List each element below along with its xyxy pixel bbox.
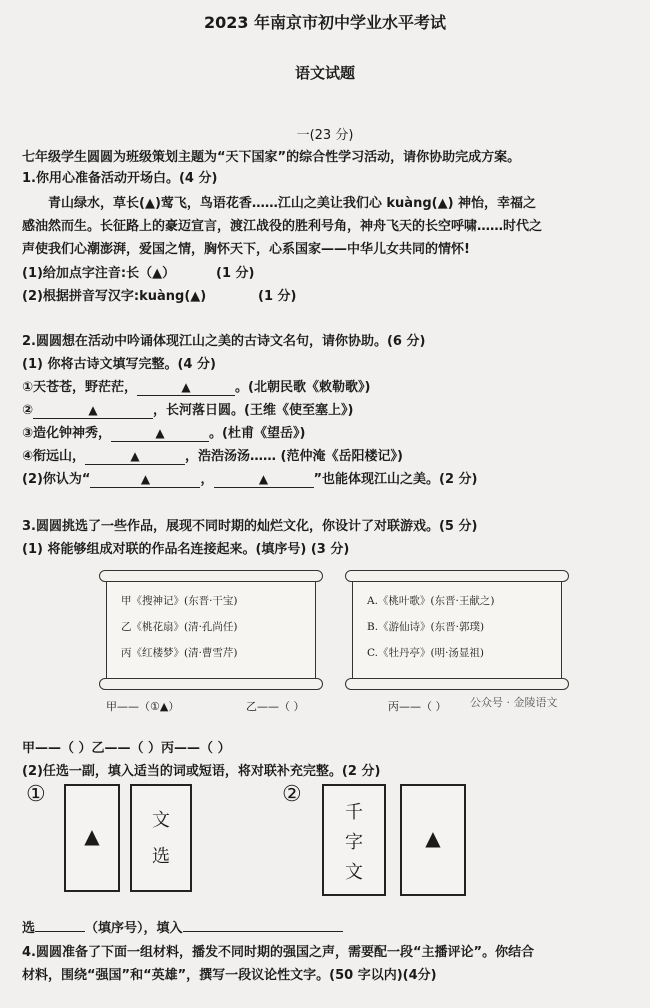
exam-title: 2023 年南京市初中学业水平考试 (203, 13, 447, 32)
q3-select-line (22, 917, 343, 936)
q2-line-1 (22, 376, 370, 396)
q2-line-2-before: ② (22, 403, 34, 418)
q1-sub2-score: (1 分) (258, 289, 297, 304)
pair2-right-box[interactable] (400, 784, 466, 896)
pair2-label: ② (282, 782, 302, 807)
q4-line-2: 材料，围绕“强国”和“英雄”，撰写一段议论性文字。(50 字以内)(4分) (22, 968, 437, 983)
q2-sub2-comma: ， (200, 472, 214, 487)
left-scroll-item: 乙《桃花扇》(清·孔尚任) (121, 621, 238, 633)
q2-blank-3[interactable]: ▲ (111, 426, 209, 442)
q1-passage-line: 青山绿水，草长(▲)莺飞，鸟语花香……江山之美让我们心 kuàng(▲) 神怡，幸福之 (48, 196, 537, 211)
pair1-left-blank: ▲ (84, 824, 100, 848)
left-scroll-item: 甲《搜神记》(东晋·干宝) (121, 595, 238, 607)
pair2-left-box (322, 784, 386, 896)
left-scroll (106, 578, 316, 682)
fill-in-blank[interactable] (183, 931, 343, 932)
right-scroll-item: C.《牡丹亭》(明·汤显祖) (367, 647, 485, 659)
q3-sub2: (2)任选一副，填入适当的词或短语，将对联补充完整。(2 分) (22, 764, 381, 779)
pair1-label: ① (26, 782, 46, 807)
q2-line-4-before: ④衔远山， (22, 449, 86, 464)
q2-blank-6[interactable]: ▲ (214, 472, 314, 488)
q2-sub2 (22, 468, 478, 488)
match-row-bing: 丙——（ ） (388, 700, 447, 713)
left-scroll-item: 丙《红楼梦》(清·曹雪芹) (121, 647, 238, 659)
q1-sub2: (2)根据拼音写汉字:kuàng(▲) (22, 289, 207, 304)
q2-line-1-after: 。(北朝民歌《敕勒歌》) (235, 380, 371, 395)
exam-subtitle: 语文试题 (294, 64, 355, 82)
pair1-char: 文 (152, 810, 170, 831)
q2-line-2 (22, 399, 353, 419)
match-row-yi: 乙——（ ） (246, 700, 305, 713)
pair1-char: 选 (152, 846, 170, 867)
right-scroll-item: A.《桃叶歌》(东晋·王献之) (367, 595, 495, 607)
q3-prompt: 3.圆圆挑选了一些作品，展现不同时期的灿烂文化，你设计了对联游戏。(5 分) (22, 519, 478, 534)
q1-passage-line: 感油然而生。长征路上的豪迈宣言，渡江战役的胜利号角，神舟飞天的长空呼啸……时代之 (22, 219, 543, 234)
select-number-blank[interactable] (35, 931, 85, 932)
scroll-top-roll (345, 570, 569, 582)
q2-line-1-before: ①天苍苍，野茫茫， (22, 380, 138, 395)
q2-line-3-before: ③造化钟神秀， (22, 426, 112, 441)
pair2-char: 字 (345, 832, 363, 853)
q2-line-3-after: 。(杜甫《望岳》) (209, 426, 306, 441)
pair2-char: 文 (345, 862, 363, 883)
match-row-jia: 甲——（①▲） (106, 700, 180, 713)
q1-prompt: 1.你用心准备活动开场白。(4 分) (22, 171, 218, 186)
scroll-top-roll (99, 570, 323, 582)
watermark: 公众号 · 金陵语文 (470, 696, 558, 709)
pair2-right-blank: ▲ (425, 826, 441, 850)
q2-blank-1[interactable]: ▲ (137, 380, 235, 396)
right-scroll-item: B.《游仙诗》(东晋·郭璞) (367, 621, 485, 633)
q1-sub1: (1)给加点字注音:长（▲） (22, 266, 176, 281)
right-scroll (352, 578, 562, 682)
pair1-right-box (130, 784, 192, 892)
q2-blank-4[interactable]: ▲ (85, 449, 185, 465)
select-before: 选 (22, 921, 36, 936)
q3-sub1: (1) 将能够组成对联的作品名连接起来。(填序号) (3 分) (22, 542, 350, 557)
q2-sub2-after: ”也能体现江山之美。(2 分) (313, 472, 478, 487)
q2-line-4 (22, 445, 403, 465)
q2-sub2-before: (2)你认为“ (22, 472, 91, 487)
q2-sub1: (1) 你将古诗文填写完整。(4 分) (22, 357, 216, 372)
scroll-bottom-roll (345, 678, 569, 690)
q2-blank-2[interactable]: ▲ (33, 403, 153, 419)
q2-line-3 (22, 422, 305, 442)
q1-passage-line: 声使我们心潮澎湃，爱国之情，胸怀天下，心系国家——中华儿女共同的情怀! (22, 242, 470, 257)
pair2-char: 千 (345, 802, 363, 823)
q2-line-4-after: ，浩浩汤汤…… (范仲淹《岳阳楼记》) (185, 449, 403, 464)
select-after: （填序号），填入 (85, 921, 183, 936)
intro-text: 七年级学生圆圆为班级策划主题为“天下国家”的综合性学习活动，请你协助完成方案。 (22, 150, 521, 165)
q4-line-1: 4.圆圆准备了下面一组材料，播发不同时期的强国之声，需要配一段“主播评论”。你结合 (22, 945, 535, 960)
scroll-bottom-roll (99, 678, 323, 690)
pair1-left-box[interactable] (64, 784, 120, 892)
q3-answer-line: 甲——（ ）乙——（ ）丙——（ ） (22, 741, 231, 756)
q1-sub1-score: (1 分) (216, 266, 255, 281)
q2-line-2-after: ，长河落日圆。(王维《使至塞上》) (153, 403, 354, 418)
q2-blank-5[interactable]: ▲ (90, 472, 200, 488)
section-heading: 一(23 分) (296, 128, 354, 143)
q2-prompt: 2.圆圆想在活动中吟诵体现江山之美的古诗文名句，请你协助。(6 分) (22, 334, 426, 349)
